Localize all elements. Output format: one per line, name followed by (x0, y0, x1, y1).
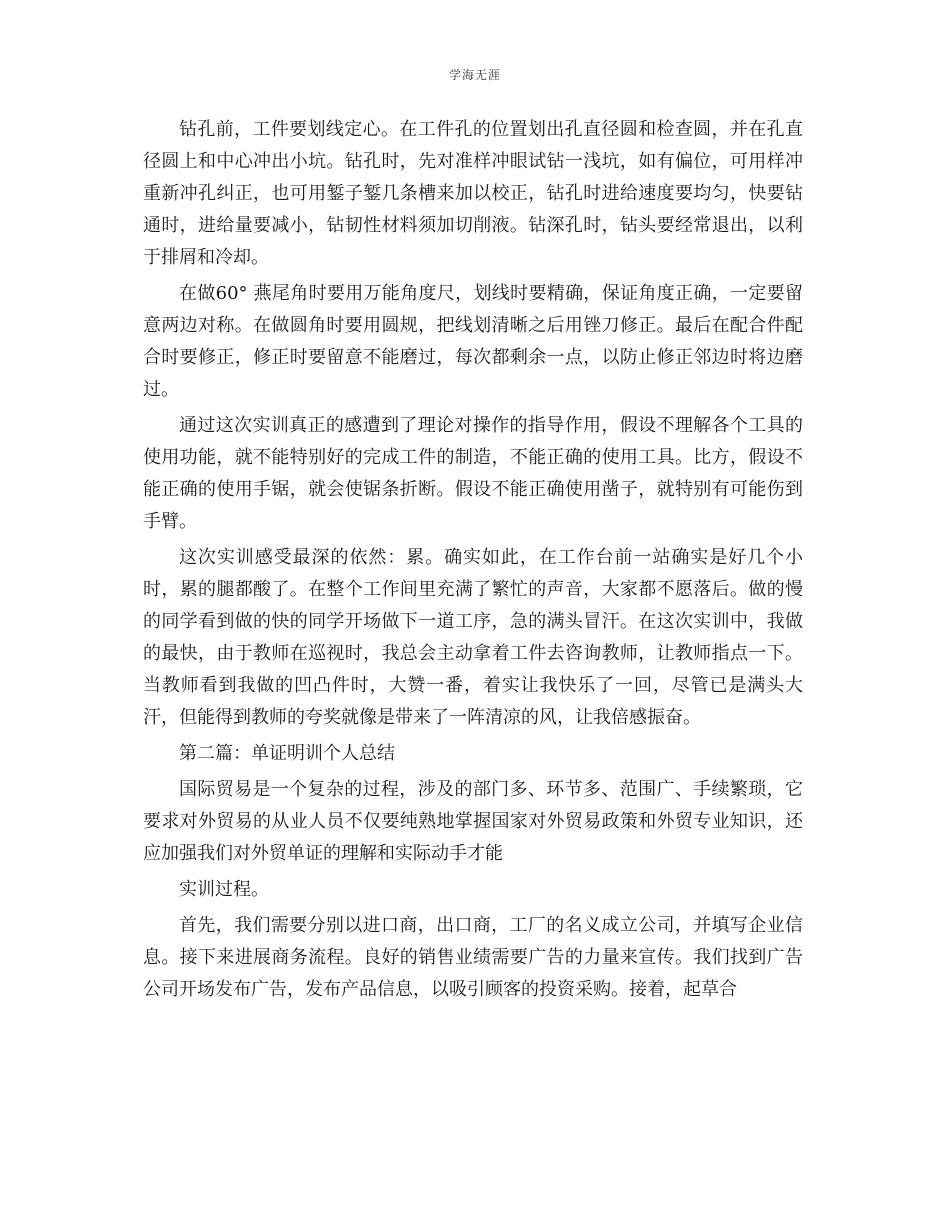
page-header: 学海无涯 (448, 68, 501, 82)
paragraph-process: 首先，我们需要分别以进口商，出口商，工厂的名义成立公司，并填写企业信息。接下来进展商务流程。良好的销售业绩需要广告的力量来宣传。我们找到广告公司开场发布广告，发布产品信息，以吸引顾客的投资采购。接着，起草合 (143, 915, 803, 1000)
document-body (143, 114, 803, 1010)
paragraph-trade-intro: 国际贸易是一个复杂的过程，涉及的部门多、环节多、范围广、手续繁琐，它要求对外贸易的从业人员不仅要纯熟地掌握国家对外贸易政策和外贸专业知识，还应加强我们对外贸单证的理解和实际动手才能 (143, 779, 803, 864)
paragraph-experience: 这次实训感受最深的依然：累。确实如此，在工作台前一站确实是好几个小时，累的腿都酸了。在整个工作间里充满了繁忙的声音，大家都不愿落后。做的慢的同学看到做的快的同学开场做下一道工序，急的满头冒汗。在这次实训中，我做的最快，由于教师在巡视时，我总会主动拿着工件去咨询教师，让教师指点一下。当教师看到我做的凹凸件时，大赞一番，着实让我快乐了一回，尽管已是满头大汗，但能得到教师的夸奖就像是带来了一阵清凉的风，让我倍感振奋。 (143, 547, 803, 728)
paragraph-process-label: 实训过程。 (179, 879, 269, 900)
paragraph-drilling: 钻孔前，工件要划线定心。在工件孔的位置划出孔直径圆和检查圆，并在孔直径圆上和中心冲出小坑。钻孔时，先对准样冲眼试钻一浅坑，如有偏位，可用样冲重新冲孔纠正，也可用錾子錾几条槽来加以校正，钻孔时进给速度要均匀，快要钻通时，进给量要减小，钻韧性材料须加切削液。钻深孔时，钻头要经常退出，以利于排屑和冷却。 (143, 119, 803, 268)
paragraph-dovetail: 在做60° 燕尾角时要用万能角度尺，划线时要精确，保证角度正确，一定要留意两边对称。在做圆角时要用圆规，把线划清晰之后用锉刀修正。最后在配合件配合时要修正，修正时要留意不能磨过，每次都剩余一点，以防止修正邻边时将边磨过。 (143, 283, 803, 400)
section-heading: 第二篇：单证明训个人总结 (179, 743, 395, 764)
paragraph-theory: 通过这次实训真正的感遭到了理论对操作的指导作用，假设不理解各个工具的使用功能，就不能特别好的完成工件的制造，不能正确的使用工具。比方，假设不能正确的使用手锯，就会使锯条折断。假设不能正确使用凿子，就特别有可能伤到手臂。 (143, 415, 803, 532)
